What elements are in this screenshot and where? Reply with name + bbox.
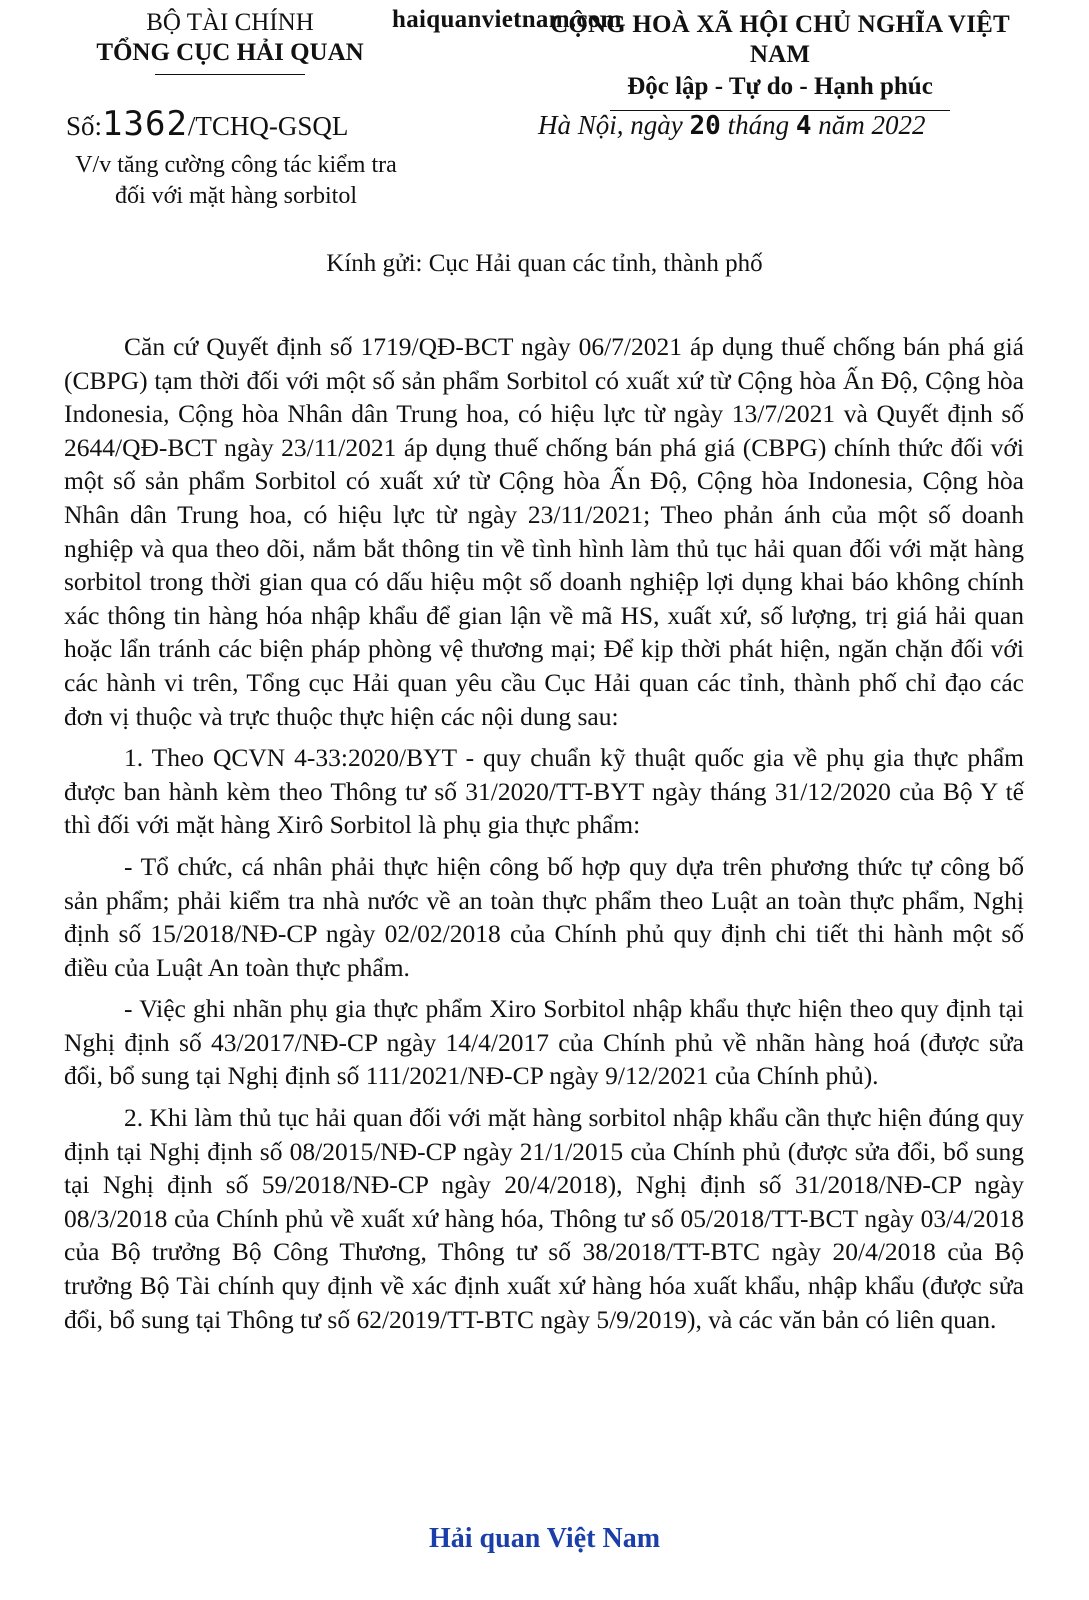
date-month: 4 [795, 111, 812, 141]
document-number [66, 104, 348, 144]
place-date-prefix: Hà Nội, ngày [538, 110, 683, 140]
country-name: CỘNG HOÀ XÃ HỘI CHỦ NGHĨA VIỆT NAM [550, 11, 1010, 68]
document-number-value: 1362 [102, 104, 188, 144]
document-number-prefix: Số: [66, 111, 103, 141]
place-and-date [538, 110, 925, 141]
website-watermark: haiquanvietnam.com [392, 6, 622, 33]
subject [36, 150, 436, 212]
month-label: tháng [727, 110, 790, 140]
department-name: TỔNG CỤC HẢI QUAN [96, 39, 364, 66]
document-body [64, 330, 1024, 1336]
paragraph-item-2: 2. Khi làm thủ tục hải quan đối với mặt hàng sorbitol nhập khẩu cần thực hiện đúng quy định tại Nghị định số 08/2015/NĐ-CP ngày 21/1/2015 của Chính phủ (được sửa đổi, bổ sung tại Nghị định số 59/2018/NĐ-CP ngày 20/4/2018), Nghị định số 31/2018/NĐ-CP ngày 08/3/2018 của Chính phủ về xuất xứ hàng hóa, Thông tư số 05/2018/TT-BCT ngày 03/4/2018 của Bộ trưởng Bộ Công Thương, Thông tư số 38/2018/TT-BTC ngày 20/4/2018 của Bộ trưởng Bộ Tài chính quy định về xác định xuất xứ hàng hóa xuất khẩu, nhập khẩu (được sửa đổi, bổ sung tại Thông tư số 62/2019/TT-BTC ngày 5/9/2019), và các văn bản có liên quan. [64, 1103, 1024, 1334]
issuer-block [60, 8, 400, 75]
year-label: năm 2022 [818, 110, 926, 140]
ministry-name: BỘ TÀI CHÍNH [146, 9, 314, 36]
document-number-suffix: /TCHQ-GSQL [187, 111, 349, 141]
issuer-underline [155, 74, 305, 75]
subject-line-2: đối với mặt hàng sorbitol [114, 183, 357, 209]
paragraph-item-1-b: - Việc ghi nhãn phụ gia thực phẩm Xiro Sorbitol nhập khẩu thực hiện theo quy định tại Nghị định số 43/2017/NĐ-CP ngày 14/4/2017 của Chính phủ về nhãn hàng hoá (được sửa đổi, bổ sung tại Nghị định số 111/2021/NĐ-CP ngày 9/12/2021 của Chính phủ). [64, 994, 1024, 1091]
subject-line-1: V/v tăng cường công tác kiểm tra [75, 152, 397, 178]
paragraph-preamble: Căn cứ Quyết định số 1719/QĐ-BCT ngày 06/7/2021 áp dụng thuế chống bán phá giá (CBPG) tạm thời đối với một số sản phẩm Sorbitol có xuất xứ từ Cộng hòa Ấn Độ, Cộng hòa Indonesia, Cộng hòa Nhân dân Trung hoa, có hiệu lực từ ngày 13/7/2021 và Quyết định số 2644/QĐ-BCT ngày 23/11/2021 áp dụng thuế chống bán phá giá (CBPG) chính thức đối với một số sản phẩm Sorbitol có xuất xứ từ Cộng hòa Ấn Độ, Cộng hòa Indonesia, Cộng hòa Nhân dân Trung hoa, có hiệu lực từ ngày 23/11/2021; Theo phản ánh của một số doanh nghiệp và qua theo dõi, nắm bắt thông tin về tình hình làm thủ tục hải quan đối với mặt hàng sorbitol trong thời gian qua có dấu hiệu một số doanh nghiệp lợi dụng khai báo không chính xác thông tin hàng hóa nhập khẩu để gian lận về mã HS, xuất xứ, số lượng, trị giá hải quan hoặc lẩn tránh các biện pháp phòng vệ thương mại; Để kịp thời phát hiện, ngăn chặn đối với các hành vi trên, Tổng cục Hải quan yêu cầu Cục Hải quan các tỉnh, thành phố chỉ đạo các đơn vị thuộc và trực thuộc thực hiện các nội dung sau: [64, 332, 1024, 731]
paragraph-item-1: 1. Theo QCVN 4-33:2020/BYT - quy chuẩn kỹ thuật quốc gia về phụ gia thực phẩm được ban hành kèm theo Thông tư số 31/2020/TT-BYT ngày tháng 31/12/2020 của Bộ Y tế thì đối với mặt hàng Xirô Sorbitol là phụ gia thực phẩm: [64, 743, 1024, 840]
motto: Độc lập - Tự do - Hạnh phúc [627, 73, 933, 100]
recipient-line: Kính gửi: Cục Hải quan các tỉnh, thành phố [326, 250, 763, 277]
date-day: 20 [689, 111, 721, 141]
footer-brand: Hải quan Việt Nam [428, 1523, 661, 1554]
paragraph-item-1-a: - Tổ chức, cá nhân phải thực hiện công bố hợp quy dựa trên phương thức tự công bố sản phẩm; phải kiểm tra nhà nước về an toàn thực phẩm theo Luật an toàn thực phẩm, Nghị định số 15/2018/NĐ-CP ngày 02/02/2018 của Chính phủ quy định chi tiết thi hành một số điều của Luật An toàn thực phẩm. [64, 851, 1024, 982]
